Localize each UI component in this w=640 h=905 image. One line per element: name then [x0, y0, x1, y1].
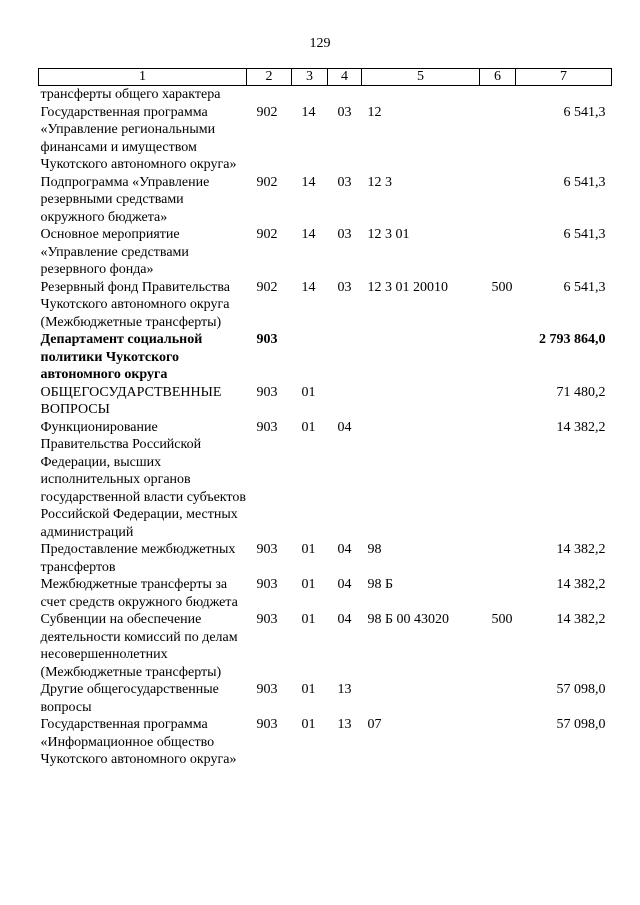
- row-amount: 2 793 864,0: [539, 332, 606, 347]
- page-number: 129: [309, 36, 331, 51]
- row-subsection: 03: [337, 279, 352, 295]
- row-amount: 14 382,2: [556, 419, 606, 435]
- table-row: [39, 716, 612, 769]
- row-subsection: 13: [337, 717, 352, 732]
- row-admin-code: 903: [256, 384, 278, 400]
- table-row: [39, 611, 612, 681]
- row-expense-type: [480, 86, 516, 104]
- row-expense-type: [480, 384, 516, 419]
- row-target-code: 98 Б 00 43020: [367, 612, 450, 627]
- row-name: Государственная программа «Информационное общество Чукотского автономного округа»: [40, 717, 237, 767]
- column-header-4: 4: [328, 69, 362, 86]
- row-amount: [516, 86, 612, 104]
- row-target-code: 07: [367, 717, 382, 732]
- row-target-code: 12 3: [367, 174, 392, 190]
- row-section: 01: [301, 577, 316, 592]
- row-name: Резервный фонд Правительства Чукотского автономного округа (Межбюджетные трансферты): [40, 279, 231, 330]
- table-header: [39, 69, 612, 86]
- row-amount: 57 098,0: [556, 682, 606, 697]
- row-subsection: [328, 331, 362, 384]
- row-subsection: [328, 86, 362, 104]
- row-section: 01: [301, 384, 316, 400]
- row-subsection: 04: [337, 612, 352, 627]
- row-name: Основное мероприятие «Управление средствами резервного фонда»: [40, 227, 189, 277]
- row-name: Государственная программа «Управление региональными финансами и имуществом Чукотского автономного округа»: [40, 104, 237, 172]
- row-admin-code: 903: [256, 682, 278, 697]
- row-name: Другие общегосударственные вопросы: [40, 682, 219, 715]
- table-row: [39, 681, 612, 716]
- row-expense-type: [480, 419, 516, 542]
- row-section: 01: [301, 682, 316, 697]
- row-target-code: 98: [367, 542, 382, 557]
- table-row: [39, 419, 612, 542]
- row-subsection: 03: [337, 174, 352, 190]
- row-name: Функционирование Правительства Российской Федерации, высших исполнительных органов государственной власти субъектов Российской Федерации, местных администраций: [40, 419, 246, 540]
- row-name: Межбюджетные трансферты за счет средств окружного бюджета: [40, 577, 238, 610]
- row-admin-code: 903: [256, 612, 278, 627]
- row-admin-code: 903: [256, 419, 278, 435]
- row-amount: 14 382,2: [556, 577, 606, 592]
- row-expense-type: [480, 716, 516, 769]
- row-target-code: [362, 384, 480, 419]
- column-header-6: 6: [480, 69, 516, 86]
- column-header-3: 3: [292, 69, 328, 86]
- row-admin-code: 902: [256, 279, 278, 295]
- table-row: [39, 279, 612, 332]
- row-expense-type: 500: [491, 279, 513, 295]
- row-name: трансферты общего характера: [40, 87, 221, 102]
- row-target-code: [362, 331, 480, 384]
- row-expense-type: [480, 576, 516, 611]
- row-admin-code: 902: [256, 104, 278, 120]
- row-section: 01: [301, 542, 316, 557]
- row-section: 14: [301, 174, 316, 190]
- row-subsection: 04: [337, 577, 352, 592]
- budget-table: [38, 68, 612, 769]
- row-section: 14: [301, 227, 316, 242]
- row-admin-code: 902: [256, 227, 278, 242]
- row-amount: 57 098,0: [556, 717, 606, 732]
- row-subsection: [328, 384, 362, 419]
- row-name: Предоставление межбюджетных трансфертов: [40, 542, 236, 575]
- row-subsection: 13: [337, 682, 352, 697]
- row-expense-type: [480, 541, 516, 576]
- row-section: [292, 331, 328, 384]
- row-name: Подпрограмма «Управление резервными средствами окружного бюджета»: [40, 174, 210, 225]
- row-admin-code: 903: [256, 542, 278, 557]
- row-name: ОБЩЕГОСУДАРСТВЕННЫЕ ВОПРОСЫ: [40, 384, 222, 417]
- column-header-2: 2: [247, 69, 292, 86]
- row-amount: 6 541,3: [563, 104, 606, 120]
- row-admin-code: 903: [256, 577, 278, 592]
- row-admin-code: 903: [256, 717, 278, 732]
- column-header-5: 5: [362, 69, 480, 86]
- row-name: Субвенции на обеспечение деятельности комиссий по делам несовершеннолетних (Межбюджетные трансферты): [40, 612, 238, 680]
- row-amount: 14 382,2: [556, 542, 606, 557]
- row-section: 14: [301, 279, 316, 295]
- table-row: [39, 541, 612, 576]
- row-amount: 71 480,2: [556, 384, 606, 400]
- row-target-code: [362, 681, 480, 716]
- row-target-code: 98 Б: [367, 577, 394, 592]
- header-row: [39, 69, 612, 86]
- row-expense-type: [480, 174, 516, 227]
- row-admin-code: 902: [256, 174, 278, 190]
- row-target-code: [362, 419, 480, 542]
- row-section: 14: [301, 104, 316, 120]
- row-expense-type: [480, 226, 516, 279]
- row-section: 01: [301, 717, 316, 732]
- table-row: [39, 86, 612, 104]
- table-row: [39, 226, 612, 279]
- row-section: 01: [301, 419, 316, 435]
- row-expense-type: [480, 681, 516, 716]
- row-admin-code: 903: [256, 332, 278, 347]
- row-expense-type: 500: [491, 612, 513, 627]
- row-amount: 6 541,3: [563, 174, 606, 190]
- row-target-code: 12: [367, 104, 382, 120]
- row-target-code: 12 3 01: [367, 227, 410, 242]
- table-row: [39, 104, 612, 174]
- row-admin-code: [247, 86, 292, 104]
- row-subsection: 04: [337, 419, 352, 435]
- row-expense-type: [480, 331, 516, 384]
- table-row: [39, 174, 612, 227]
- row-target-code: [362, 86, 480, 104]
- table-body: [39, 86, 612, 769]
- column-header-1: 1: [39, 69, 247, 86]
- row-subsection: 03: [337, 227, 352, 242]
- row-subsection: 04: [337, 542, 352, 557]
- row-section: [292, 86, 328, 104]
- row-amount: 6 541,3: [563, 279, 606, 295]
- row-name: Департамент социальной политики Чукотского автономного округа: [40, 332, 203, 382]
- table-row: [39, 384, 612, 419]
- row-subsection: 03: [337, 104, 352, 120]
- row-amount: 6 541,3: [563, 227, 606, 242]
- row-expense-type: [480, 104, 516, 174]
- row-section: 01: [301, 612, 316, 627]
- table-row: [39, 576, 612, 611]
- column-header-7: 7: [516, 69, 612, 86]
- row-target-code: 12 3 01 20010: [367, 279, 448, 295]
- table-row: [39, 331, 612, 384]
- row-amount: 14 382,2: [556, 612, 606, 627]
